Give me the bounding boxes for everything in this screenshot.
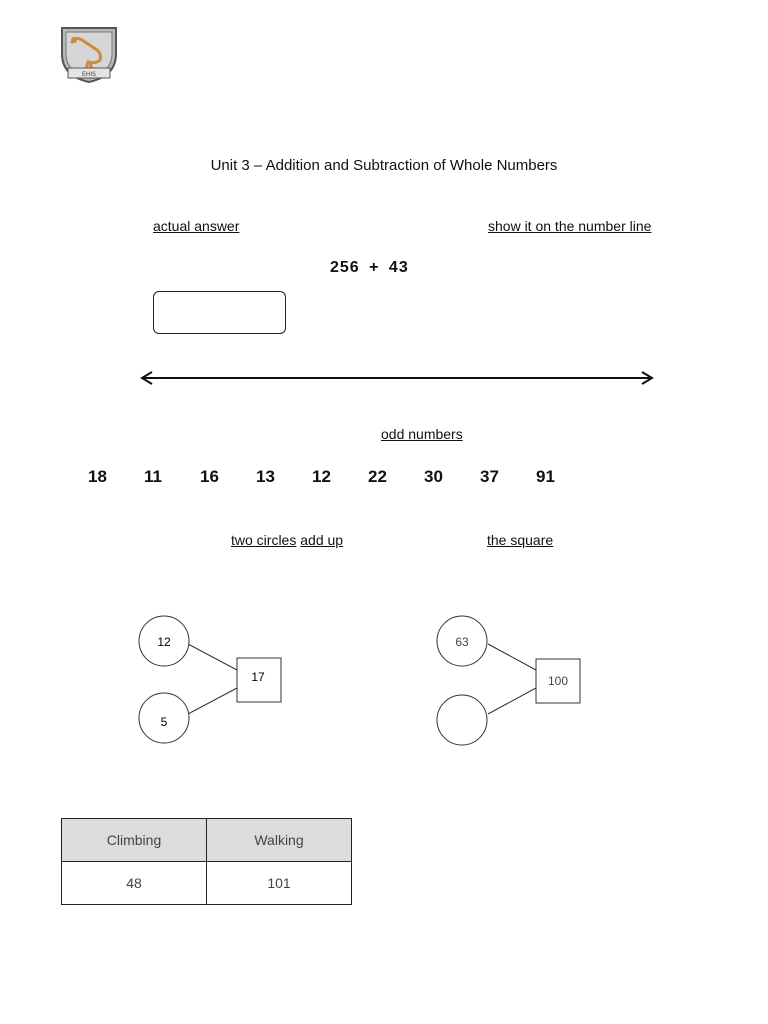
circle-bottom-blank[interactable] — [437, 695, 487, 745]
circle-bottom-value: 5 — [160, 715, 168, 729]
the-square-heading: the square — [487, 532, 554, 548]
circle-top-value: 12 — [157, 635, 171, 649]
diagram-1 — [130, 608, 290, 753]
number-item[interactable]: 30 — [424, 467, 443, 486]
two-circles-heading: two circles — [231, 532, 297, 548]
number-item[interactable]: 11 — [144, 467, 162, 486]
table-header-climbing: Climbing — [62, 819, 207, 862]
actual-answer-heading: actual answer — [153, 218, 240, 234]
table-header-row — [62, 819, 352, 862]
number-item[interactable]: 18 — [88, 467, 107, 486]
diagram-2 — [430, 608, 590, 753]
number-line-heading: show it on the number line — [488, 218, 652, 234]
number-item[interactable]: 16 — [200, 467, 219, 486]
number-line[interactable] — [138, 368, 656, 388]
addition-expression: 256 + 43 — [330, 259, 409, 276]
table-cell-climbing: 48 — [62, 862, 207, 905]
table-row — [62, 862, 352, 905]
activity-table — [61, 818, 352, 905]
answer-box[interactable] — [153, 291, 286, 334]
square-value: 100 — [547, 674, 569, 688]
add-up-heading: add up — [300, 532, 344, 548]
school-crest-icon — [58, 24, 120, 84]
table-cell-walking: 101 — [207, 862, 352, 905]
number-item[interactable]: 13 — [256, 467, 275, 486]
number-item[interactable]: 91 — [536, 467, 555, 486]
page-title: Unit 3 – Addition and Subtraction of Whole Numbers — [210, 157, 558, 174]
number-item[interactable]: 22 — [368, 467, 387, 486]
number-item[interactable]: 12 — [312, 467, 331, 486]
table-header-walking: Walking — [207, 819, 352, 862]
circle-top-value: 63 — [455, 635, 469, 649]
diagram-instruction — [231, 532, 343, 548]
logo-text: EHIS — [82, 71, 96, 78]
number-list — [88, 467, 592, 487]
number-item[interactable]: 37 — [480, 467, 499, 486]
square-value: 17 — [251, 670, 265, 684]
odd-numbers-heading: odd numbers — [381, 426, 463, 442]
